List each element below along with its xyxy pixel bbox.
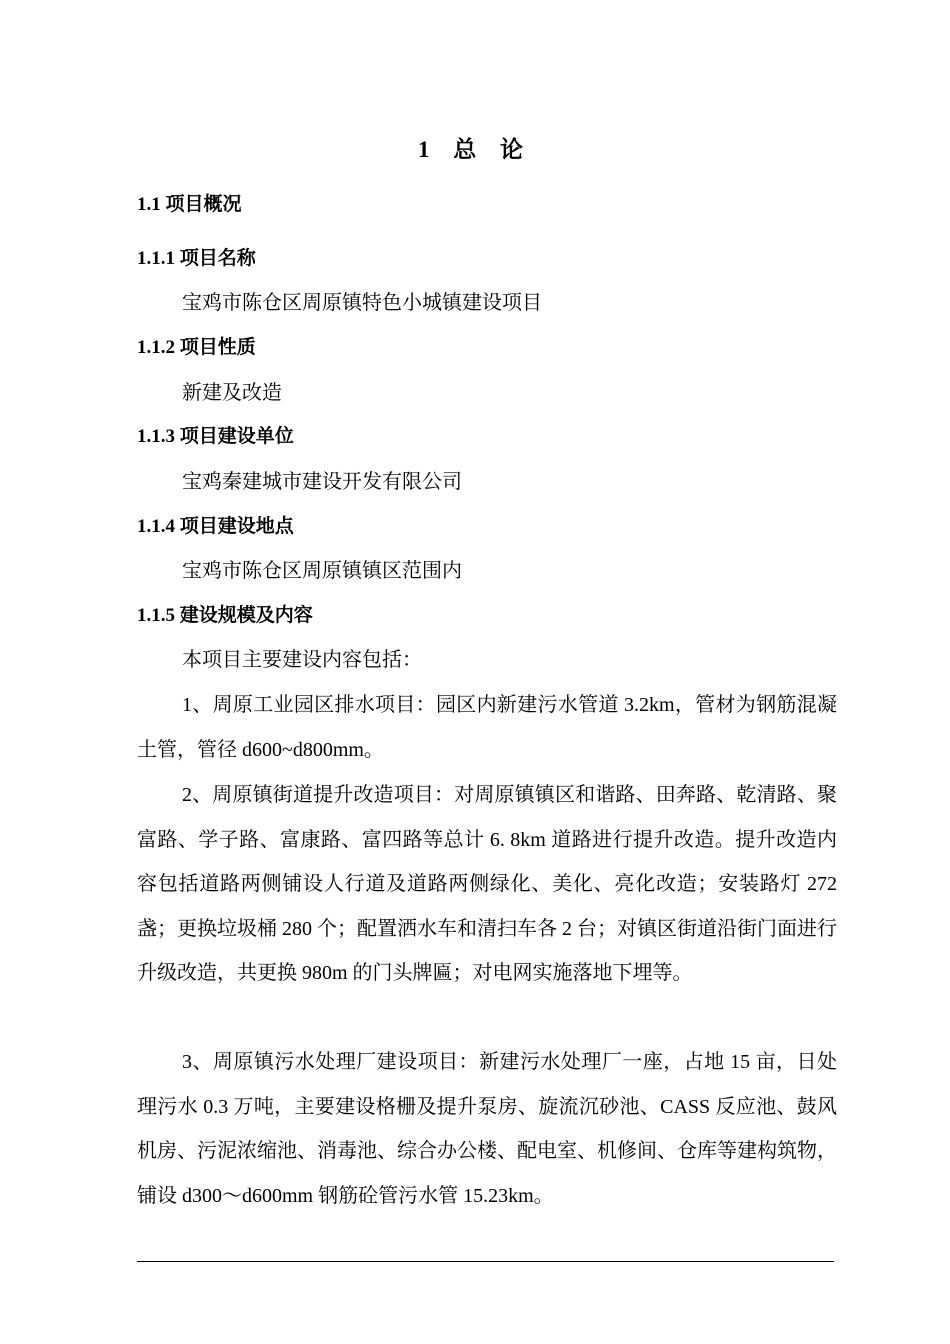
section-heading-1-1-3: 1.1.3 项目建设单位 [137,426,294,447]
section-heading-1-1-1: 1.1.1 项目名称 [137,248,256,269]
content-item-3: 3、周原镇污水处理厂建设项目：新建污水处理厂一座，占地 15 亩，日处理污水 0.3 万吨，主要建设格栅及提升泵房、旋流沉砂池、CASS 反应池、鼓风机房、污泥浓缩池、消毒池、综合办公楼、配电室、机修间、仓库等建构筑物，铺设 d300～d600mm 钢筋砼管污水管 15.23km。 [137,1051,837,1207]
chapter-title: 1 总 论 [418,137,532,162]
content-item-2: 2、周原镇街道提升改造项目：对周原镇镇区和谐路、田奔路、乾清路、聚富路、学子路、富康路、富四路等总计 6. 8km 道路进行提升改造。提升改造内容包括道路两侧铺设人行道及道路两侧绿化、美化、亮化改造；安装路灯 272 盏；更换垃圾桶 280 个；配置洒水车和清扫车各 2 台；对镇区街道沿街门面进行升级改造，共更换 980m 的门头牌匾；对电网实施落地下埋等。 [137,784,837,985]
content-item-1: 1、周原工业园区排水项目：园区内新建污水管道 3.2km，管材为钢筋混凝土管，管径 d600~d800mm。 [137,694,837,761]
construction-unit-text: 宝鸡秦建城市建设开发有限公司 [182,471,462,493]
construction-location-text: 宝鸡市陈仓区周原镇镇区范围内 [182,560,462,582]
project-name-text: 宝鸡市陈仓区周原镇特色小城镇建设项目 [182,292,542,314]
project-nature-text: 新建及改造 [182,382,282,404]
section-heading-1-1-2: 1.1.2 项目性质 [137,337,256,358]
content-intro-text: 本项目主要建设内容包括： [182,649,422,671]
section-heading-1-1: 1.1 项目概况 [137,194,242,215]
footer-divider [137,1261,834,1262]
section-heading-1-1-5: 1.1.5 建设规模及内容 [137,605,313,626]
section-heading-1-1-4: 1.1.4 项目建设地点 [137,516,294,537]
